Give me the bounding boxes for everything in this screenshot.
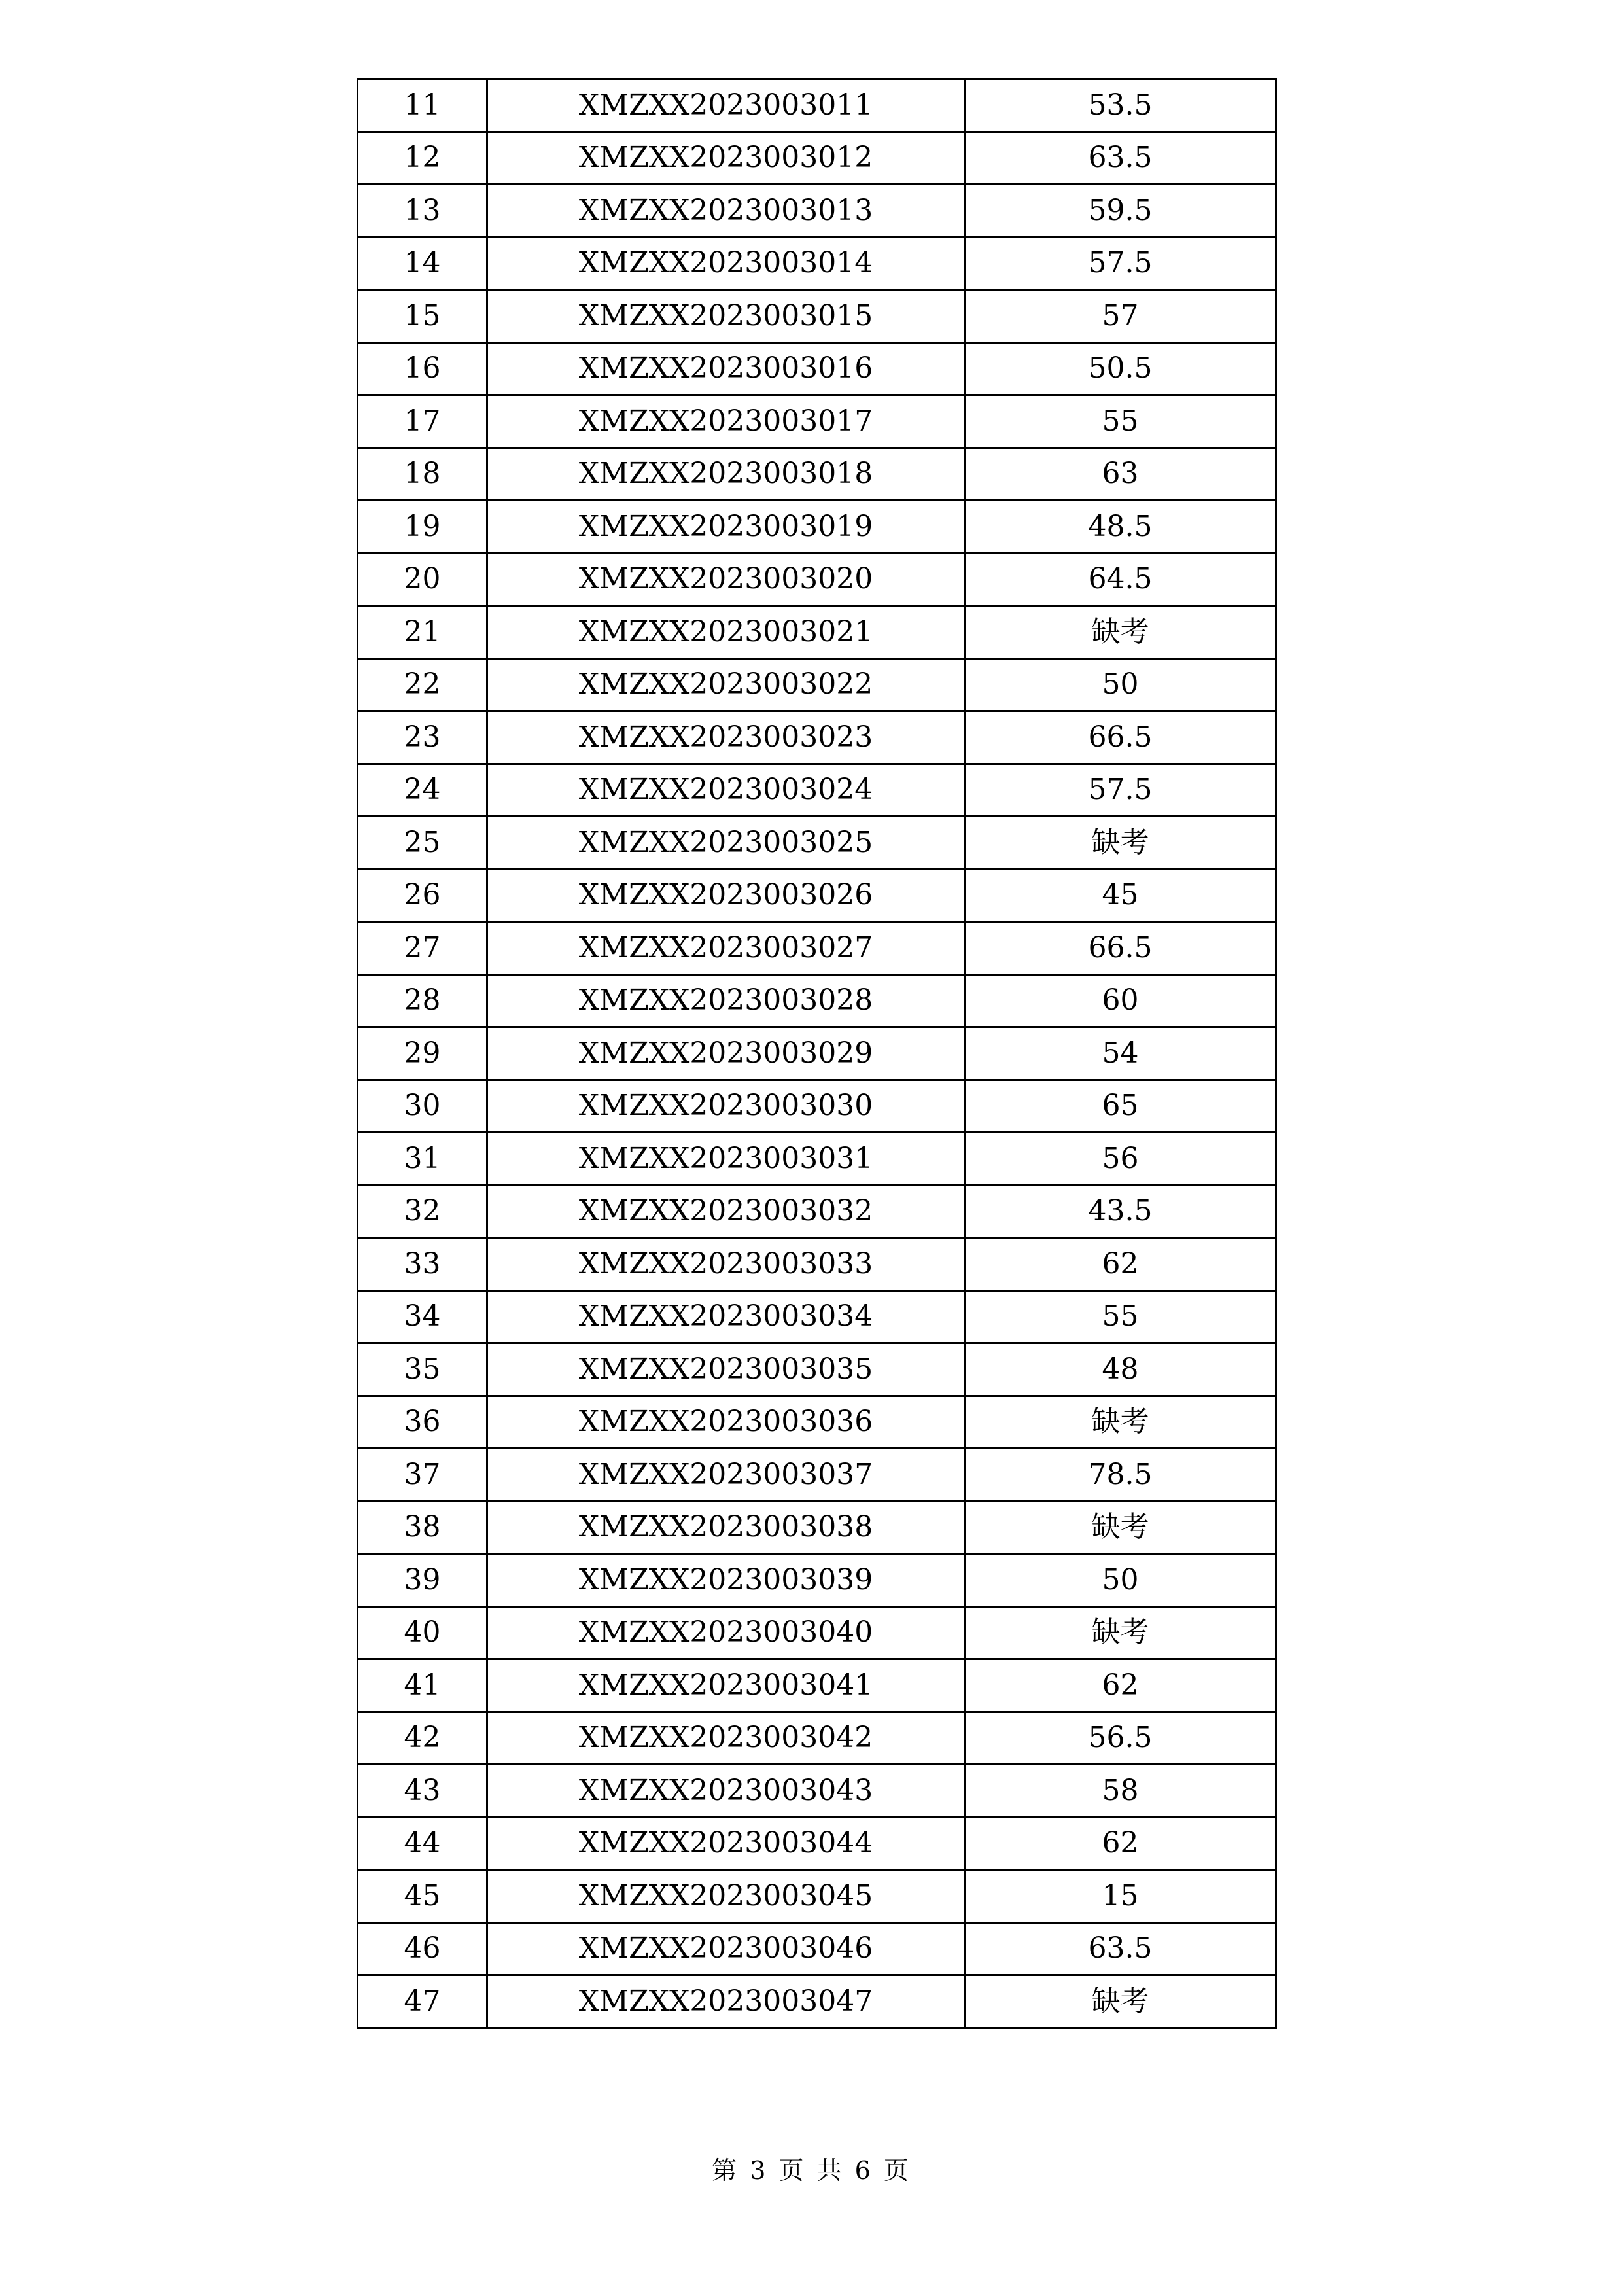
score-cell: 缺考 — [965, 1396, 1276, 1449]
score-cell: 63.5 — [965, 132, 1276, 185]
score-cell: 45 — [965, 869, 1276, 922]
candidate-id-cell: XMZXX2023003018 — [487, 448, 965, 501]
row-number-cell: 35 — [358, 1343, 487, 1396]
row-number-cell: 43 — [358, 1765, 487, 1818]
score-cell: 59.5 — [965, 185, 1276, 238]
row-number-cell: 14 — [358, 237, 487, 290]
table-row — [358, 1343, 1276, 1396]
table-row — [358, 501, 1276, 554]
table-row — [358, 1922, 1276, 1975]
table-row — [358, 1659, 1276, 1712]
score-cell: 62 — [965, 1659, 1276, 1712]
table-row — [358, 974, 1276, 1027]
row-number-cell: 25 — [358, 817, 487, 870]
table-row — [358, 1027, 1276, 1080]
candidate-id-cell: XMZXX2023003043 — [487, 1765, 965, 1818]
candidate-id-cell: XMZXX2023003032 — [487, 1185, 965, 1238]
row-number-cell: 12 — [358, 132, 487, 185]
score-cell: 62 — [965, 1238, 1276, 1291]
row-number-cell: 15 — [358, 290, 487, 343]
row-number-cell: 16 — [358, 342, 487, 395]
score-cell: 57 — [965, 290, 1276, 343]
row-number-cell: 36 — [358, 1396, 487, 1449]
row-number-cell: 13 — [358, 185, 487, 238]
table-row — [358, 1449, 1276, 1502]
row-number-cell: 27 — [358, 922, 487, 975]
candidate-id-cell: XMZXX2023003035 — [487, 1343, 965, 1396]
score-cell: 62 — [965, 1817, 1276, 1870]
table-row — [358, 1817, 1276, 1870]
table-row — [358, 658, 1276, 711]
table-row — [358, 395, 1276, 448]
score-cell: 78.5 — [965, 1449, 1276, 1502]
row-number-cell: 18 — [358, 448, 487, 501]
candidate-id-cell: XMZXX2023003015 — [487, 290, 965, 343]
score-cell: 48 — [965, 1343, 1276, 1396]
candidate-id-cell: XMZXX2023003030 — [487, 1080, 965, 1133]
table-row — [358, 185, 1276, 238]
candidate-id-cell: XMZXX2023003036 — [487, 1396, 965, 1449]
score-cell: 65 — [965, 1080, 1276, 1133]
table-row — [358, 1765, 1276, 1818]
table-row — [358, 1238, 1276, 1291]
score-cell: 50 — [965, 658, 1276, 711]
score-cell: 63 — [965, 448, 1276, 501]
table-row — [358, 869, 1276, 922]
row-number-cell: 37 — [358, 1449, 487, 1502]
table-row — [358, 817, 1276, 870]
candidate-id-cell: XMZXX2023003019 — [487, 501, 965, 554]
row-number-cell: 21 — [358, 606, 487, 659]
candidate-id-cell: XMZXX2023003027 — [487, 922, 965, 975]
score-cell: 66.5 — [965, 711, 1276, 764]
candidate-id-cell: XMZXX2023003044 — [487, 1817, 965, 1870]
score-table — [357, 78, 1277, 2029]
row-number-cell: 38 — [358, 1501, 487, 1554]
candidate-id-cell: XMZXX2023003039 — [487, 1554, 965, 1607]
candidate-id-cell: XMZXX2023003017 — [487, 395, 965, 448]
table-row — [358, 764, 1276, 817]
score-cell: 56 — [965, 1133, 1276, 1186]
row-number-cell: 23 — [358, 711, 487, 764]
candidate-id-cell: XMZXX2023003016 — [487, 342, 965, 395]
score-cell: 缺考 — [965, 1606, 1276, 1659]
score-cell: 63.5 — [965, 1922, 1276, 1975]
candidate-id-cell: XMZXX2023003021 — [487, 606, 965, 659]
table-row — [358, 342, 1276, 395]
candidate-id-cell: XMZXX2023003011 — [487, 79, 965, 132]
table-row — [358, 1712, 1276, 1765]
table-row — [358, 922, 1276, 975]
score-cell: 50 — [965, 1554, 1276, 1607]
row-number-cell: 33 — [358, 1238, 487, 1291]
row-number-cell: 26 — [358, 869, 487, 922]
candidate-id-cell: XMZXX2023003047 — [487, 1975, 965, 2028]
candidate-id-cell: XMZXX2023003031 — [487, 1133, 965, 1186]
table-row — [358, 237, 1276, 290]
candidate-id-cell: XMZXX2023003041 — [487, 1659, 965, 1712]
table-row — [358, 448, 1276, 501]
score-cell: 43.5 — [965, 1185, 1276, 1238]
candidate-id-cell: XMZXX2023003042 — [487, 1712, 965, 1765]
row-number-cell: 40 — [358, 1606, 487, 1659]
score-cell: 56.5 — [965, 1712, 1276, 1765]
score-cell: 缺考 — [965, 606, 1276, 659]
score-cell: 缺考 — [965, 1501, 1276, 1554]
score-cell: 53.5 — [965, 79, 1276, 132]
row-number-cell: 30 — [358, 1080, 487, 1133]
row-number-cell: 29 — [358, 1027, 487, 1080]
row-number-cell: 45 — [358, 1870, 487, 1923]
row-number-cell: 34 — [358, 1290, 487, 1343]
score-cell: 15 — [965, 1870, 1276, 1923]
table-row — [358, 711, 1276, 764]
candidate-id-cell: XMZXX2023003014 — [487, 237, 965, 290]
page-footer: 第 3 页 共 6 页 — [712, 2156, 911, 2185]
candidate-id-cell: XMZXX2023003045 — [487, 1870, 965, 1923]
score-table-body — [358, 79, 1276, 2028]
row-number-cell: 46 — [358, 1922, 487, 1975]
candidate-id-cell: XMZXX2023003022 — [487, 658, 965, 711]
score-cell: 57.5 — [965, 764, 1276, 817]
table-row — [358, 1133, 1276, 1186]
table-row — [358, 132, 1276, 185]
table-row — [358, 1396, 1276, 1449]
candidate-id-cell: XMZXX2023003020 — [487, 553, 965, 606]
table-row — [358, 553, 1276, 606]
candidate-id-cell: XMZXX2023003029 — [487, 1027, 965, 1080]
score-cell: 60 — [965, 974, 1276, 1027]
candidate-id-cell: XMZXX2023003046 — [487, 1922, 965, 1975]
score-cell: 48.5 — [965, 501, 1276, 554]
row-number-cell: 39 — [358, 1554, 487, 1607]
candidate-id-cell: XMZXX2023003028 — [487, 974, 965, 1027]
score-cell: 缺考 — [965, 817, 1276, 870]
table-row — [358, 1185, 1276, 1238]
row-number-cell: 24 — [358, 764, 487, 817]
score-cell: 50.5 — [965, 342, 1276, 395]
candidate-id-cell: XMZXX2023003040 — [487, 1606, 965, 1659]
table-row — [358, 1606, 1276, 1659]
table-row — [358, 606, 1276, 659]
row-number-cell: 19 — [358, 501, 487, 554]
score-cell: 缺考 — [965, 1975, 1276, 2028]
table-row — [358, 1290, 1276, 1343]
candidate-id-cell: XMZXX2023003023 — [487, 711, 965, 764]
score-cell: 58 — [965, 1765, 1276, 1818]
table-row — [358, 79, 1276, 132]
candidate-id-cell: XMZXX2023003026 — [487, 869, 965, 922]
table-row — [358, 1870, 1276, 1923]
row-number-cell: 20 — [358, 553, 487, 606]
row-number-cell: 41 — [358, 1659, 487, 1712]
table-row — [358, 1975, 1276, 2028]
candidate-id-cell: XMZXX2023003034 — [487, 1290, 965, 1343]
score-cell: 55 — [965, 1290, 1276, 1343]
candidate-id-cell: XMZXX2023003038 — [487, 1501, 965, 1554]
row-number-cell: 17 — [358, 395, 487, 448]
candidate-id-cell: XMZXX2023003013 — [487, 185, 965, 238]
table-row — [358, 1501, 1276, 1554]
candidate-id-cell: XMZXX2023003037 — [487, 1449, 965, 1502]
candidate-id-cell: XMZXX2023003024 — [487, 764, 965, 817]
score-cell: 66.5 — [965, 922, 1276, 975]
candidate-id-cell: XMZXX2023003012 — [487, 132, 965, 185]
table-row — [358, 1554, 1276, 1607]
row-number-cell: 11 — [358, 79, 487, 132]
row-number-cell: 44 — [358, 1817, 487, 1870]
row-number-cell: 32 — [358, 1185, 487, 1238]
row-number-cell: 47 — [358, 1975, 487, 2028]
row-number-cell: 28 — [358, 974, 487, 1027]
row-number-cell: 42 — [358, 1712, 487, 1765]
score-cell: 54 — [965, 1027, 1276, 1080]
candidate-id-cell: XMZXX2023003025 — [487, 817, 965, 870]
row-number-cell: 31 — [358, 1133, 487, 1186]
score-cell: 55 — [965, 395, 1276, 448]
score-cell: 64.5 — [965, 553, 1276, 606]
table-row — [358, 1080, 1276, 1133]
table-row — [358, 290, 1276, 343]
score-cell: 57.5 — [965, 237, 1276, 290]
candidate-id-cell: XMZXX2023003033 — [487, 1238, 965, 1291]
row-number-cell: 22 — [358, 658, 487, 711]
